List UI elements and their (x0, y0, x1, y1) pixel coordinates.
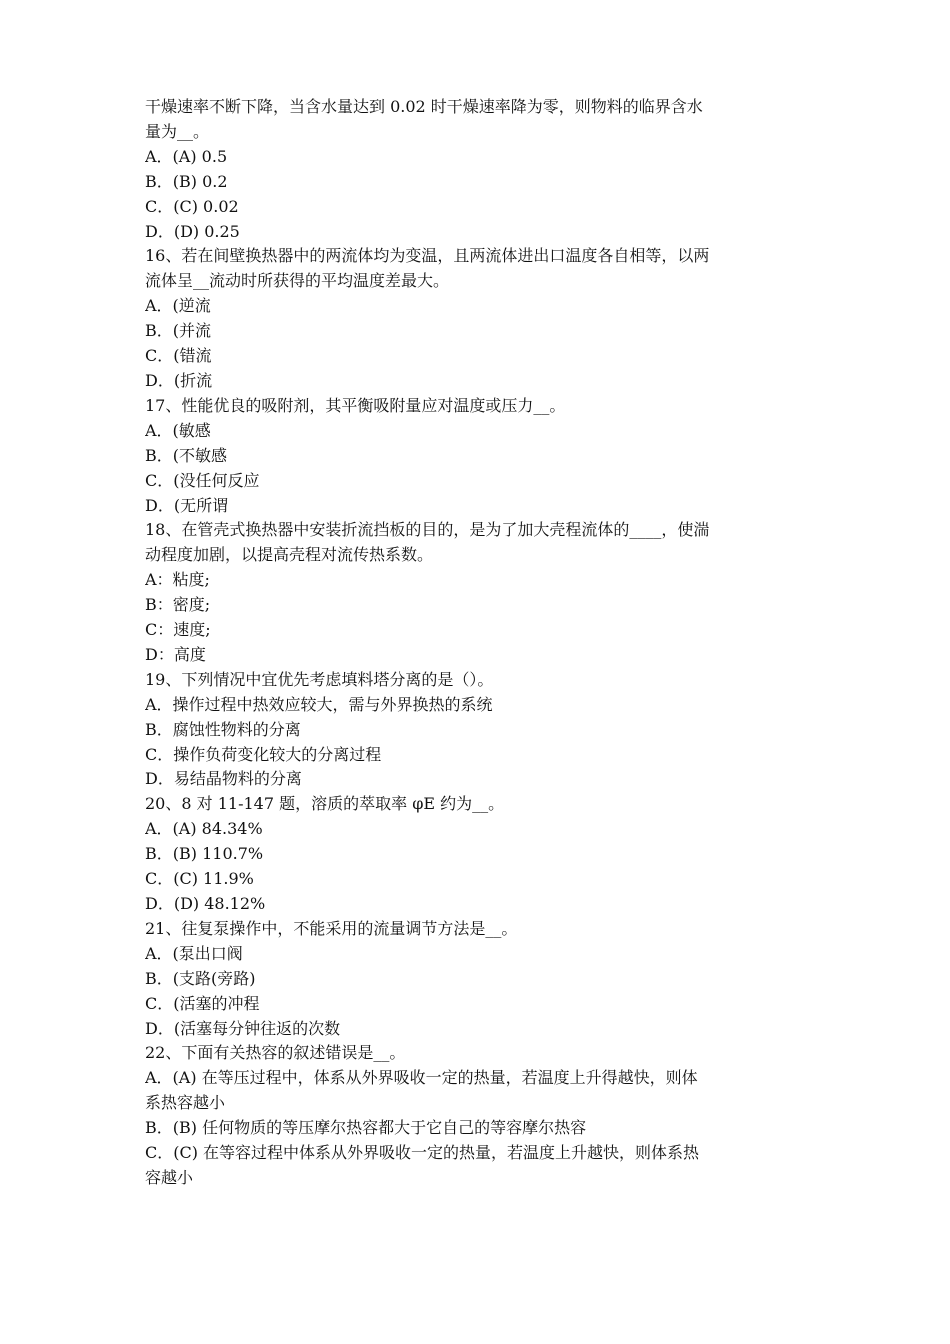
option-line: B．(B) 110.7% (145, 844, 264, 864)
option-line: B．(支路(旁路) (145, 968, 256, 988)
option-line: C．(没任何反应 (145, 470, 260, 490)
option-line: B．(B) 任何物质的等压摩尔热容都大于它自己的等容摩尔热容 (145, 1118, 587, 1138)
text-line: 量为__。 (145, 121, 210, 141)
document-page (145, 95, 807, 1191)
option-line: A．操作过程中热效应较大，需与外界换热的系统 (145, 694, 493, 714)
option-line: C．操作负荷变化较大的分离过程 (145, 744, 382, 764)
option-line: 系热容越小 (145, 1093, 226, 1113)
text-line: 干燥速率不断下降，当含水量达到 0.02 时干燥速率降为零，则物料的临界含水 (145, 97, 703, 116)
question-line: 19、下列情况中宜优先考虑填料塔分离的是（）。 (145, 669, 494, 689)
option-line: B．腐蚀性物料的分离 (145, 719, 301, 739)
option-line: A．(A) 在等压过程中，体系从外界吸收一定的热量，若温度上升得越快，则体 (145, 1068, 698, 1088)
question-line: 16、若在间壁换热器中的两流体均为变温，且两流体进出口温度各自相等，以两 (145, 246, 710, 266)
option-line: D：高度 (145, 644, 206, 664)
option-line: A．(A) 0.5 (145, 146, 228, 166)
question-line: 18、在管壳式换热器中安装折流挡板的目的，是为了加大壳程流体的____，使湍 (145, 520, 710, 540)
option-line: 容越小 (145, 1167, 194, 1187)
option-line: A．(泵出口阀 (145, 943, 243, 963)
option-line: B：密度; (145, 595, 211, 615)
option-line: D．(折流 (145, 370, 213, 390)
option-line: B．(并流 (145, 321, 212, 341)
option-line: D．(D) 0.25 (145, 221, 240, 241)
question-line: 流体呈__流动时所获得的平均温度差最大。 (145, 271, 450, 291)
question-line: 22、下面有关热容的叙述错误是__。 (145, 1043, 406, 1063)
option-line: D．(D) 48.12% (145, 894, 266, 913)
option-line: D．(无所谓 (145, 495, 229, 515)
option-line: C．(活塞的冲程 (145, 993, 260, 1013)
option-line: A．(逆流 (145, 296, 211, 316)
option-line: C：速度; (145, 620, 211, 640)
question-line: 21、往复泵操作中，不能采用的流量调节方法是__。 (145, 918, 518, 938)
option-line: B．(B) 0.2 (145, 171, 228, 191)
option-line: C．(C) 11.9% (145, 869, 254, 889)
option-line: D．易结晶物料的分离 (145, 769, 302, 789)
option-line: C．(错流 (145, 346, 212, 366)
option-line: A：粘度; (145, 570, 210, 590)
option-line: C．(C) 在等容过程中体系从外界吸收一定的热量，若温度上升越快，则体系热 (145, 1143, 700, 1163)
option-line: D．(活塞每分钟往返的次数 (145, 1018, 341, 1038)
option-line: A．(A) 84.34% (145, 819, 263, 839)
question-line: 17、性能优良的吸附剂，其平衡吸附量应对温度或压力__。 (145, 395, 566, 415)
option-line: C．(C) 0.02 (145, 196, 239, 216)
question-line: 动程度加剧，以提高壳程对流传热系数。 (145, 545, 434, 565)
question-line: 20、8 对 11-147 题，溶质的萃取率 φE 约为__。 (145, 794, 505, 814)
option-line: B．(不敏感 (145, 445, 228, 465)
option-line: A．(敏感 (145, 420, 211, 440)
